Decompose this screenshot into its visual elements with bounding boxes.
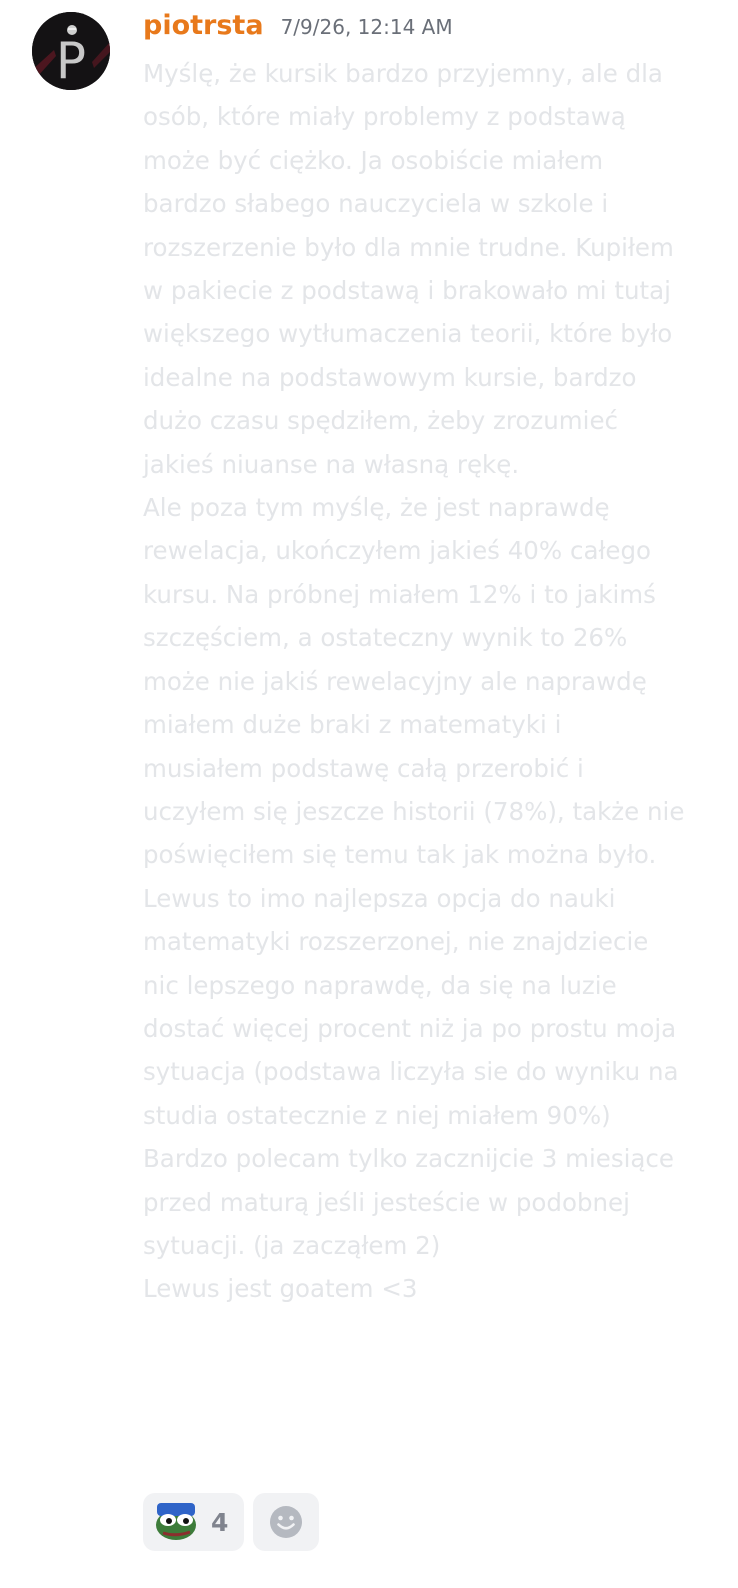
message-paragraph: Lewus jest goatem <3	[143, 1274, 418, 1304]
message-paragraph: Ale poza tym myślę, że jest naprawdę rewelacja, ukończyłem jakieś 40% całego kursu. Na próbnej miałem 12% i to jakimś szczęściem, a ostateczny wynik to 26% może nie jakiś rewelacyjny ale naprawdę miałem duże braki z matematyki i musiałem podstawę całą przerobić i uczyłem się jeszcze historii (78%), także nie poświęciłem się temu tak jak można było.	[143, 493, 685, 870]
reaction-pepe[interactable]	[143, 1493, 244, 1551]
message-paragraph: Lewus to imo najlepsza opcja do nauki matematyki rozszerzonej, nie znajdziecie nic lepszego naprawdę, da się na luzie dostać więcej procent niż ja po prostu moja sytuacja (podstawa liczyła sie do wyniku na studia ostatecznie z niej miałem 90%)	[143, 883, 679, 1130]
message-content	[143, 52, 688, 1311]
username[interactable]: piotrsta	[143, 10, 264, 41]
add-reaction-button[interactable]	[253, 1493, 319, 1551]
message-header	[143, 10, 453, 50]
timestamp: 7/9/26, 12:14 AM	[280, 15, 453, 39]
pepe-frog-emoji-icon	[155, 1503, 197, 1541]
avatar-letter: P	[55, 32, 87, 90]
message-paragraph: Bardzo polecam tylko zacznijcie 3 miesiące przed maturą jeśli jesteście w podobnej sytuacji. (ja zacząłem 2)	[143, 1144, 674, 1260]
message-paragraph: Myślę, że kursik bardzo przyjemny, ale dla osób, które miały problemy z podstawą może być ciężko. Ja osobiście miałem bardzo słabego nauczyciela w szkole i rozszerzenie było dla mnie trudne. Kupiłem w pakiecie z podstawą i brakowało mi tutaj większego wytłumaczenia teorii, które było idealne na podstawowym kursie, bardzo dużo czasu spędziłem, żeby zrozumieć jakieś niuanse na własną rękę.	[143, 59, 674, 479]
reactions-bar	[143, 1493, 319, 1551]
user-avatar[interactable]	[32, 12, 110, 90]
reaction-count: 4	[211, 1507, 229, 1537]
add-reaction-smiley-icon	[269, 1505, 303, 1539]
